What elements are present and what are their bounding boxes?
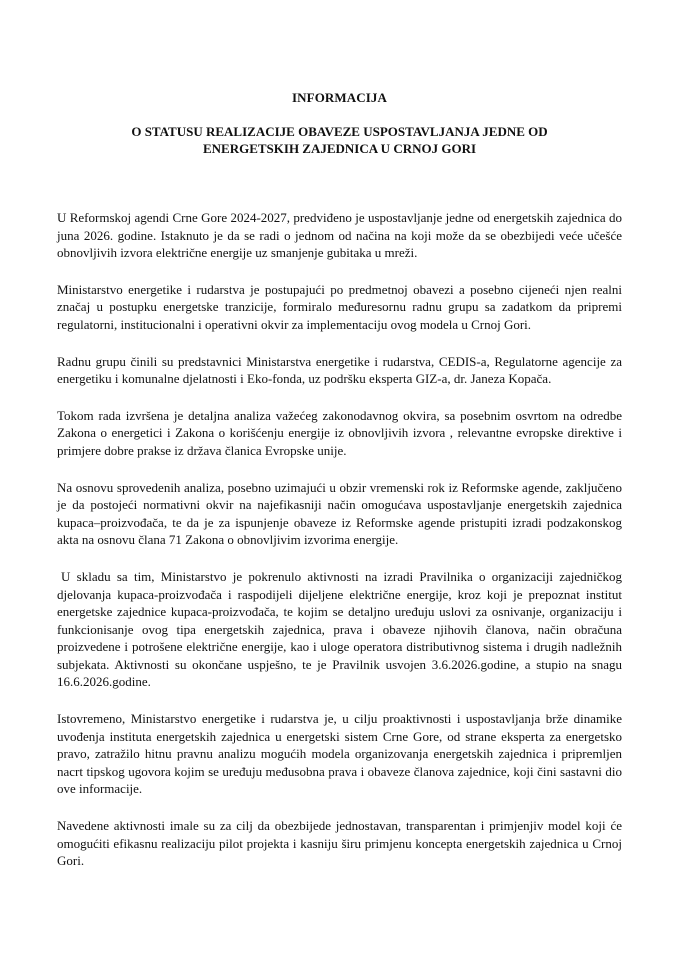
subtitle-line-2: ENERGETSKIH ZAJEDNICA U CRNOJ GORI [202, 141, 477, 156]
document-title: INFORMACIJA [292, 90, 387, 105]
paragraph-working-group-members: Radnu grupu činili su predstavnici Ministarstva energetike i rudarstva, CEDIS-a, Regulatorne agencije za energetiku i komunalne djelatnosti i Eko-fonda, uz podršku eksperta GIZ-a, dr. Janeza Kopača. [57, 353, 622, 387]
paragraph-reform-agenda: U Reformskoj agendi Crne Gore 2024-2027, predviđeno je uspostavljanje jedne od energetskih zajednica do juna 2026. godine. Istaknuto je da se radi o jednom od načina na koji može da se obezbijedi veće učešće obnovljivih izvora električne energije uz smanjenje gubitaka u mreži. [57, 210, 622, 261]
paragraph-goal: Navedene aktivnosti imale su za cilj da obezbijede jednostavan, transparentan i primjenjiv model koji će omogućiti efikasnu realizaciju pilot projekta i kasniju širu primjenu koncepta energetskih zajednica u Crnoj Gori. [57, 818, 622, 869]
subtitle-line-1: O STATUSU REALIZACIJE OBAVEZE USPOSTAVLJANJA JEDNE OD [131, 124, 548, 139]
document-subtitle [100, 123, 579, 157]
paragraph-working-group-formation: Ministarstvo energetike i rudarstva je postupajući po predmetnoj obavezi a posebno cijeneći njen realni značaj u postupku energetske tranzicije, formiralo međuresornu radnu grupu sa zadatkom da pripremi regulatorni, institucionalni i operativni okvir za implementaciju ovog modela u Crnoj Gori. [57, 281, 622, 332]
paragraph-conclusion: Na osnovu sprovedenih analiza, posebno uzimajući u obzir vremenski rok iz Reformske agende, zaključeno je da postojeći normativni okvir na najefikasniji način omogućava uspostavljanje energetskih zajednica kupaca–proizvođača, te da je za ispunjenje obaveze iz Reformske agende pristupiti izradi podzakonskog akta na osnovu člana 71 Zakona o obnovljivim izvorima energije. [57, 479, 622, 548]
paragraph-legal-analysis: Tokom rada izvršena je detaljna analiza važećeg zakonodavnog okvira, sa posebnim osvrtom na odredbe Zakona o energetici i Zakona o korišćenju energije iz obnovljivih izvora , relevantne evropske direktive i primjere dobre prakse iz država članica Evropske unije. [57, 407, 622, 458]
paragraph-rulebook: U skladu sa tim, Ministarstvo je pokrenulo aktivnosti na izradi Pravilnika o organizaciji zajedničkog djelovanja kupaca-proizvođača i raspodijeli dijeljene električne energije, kroz koji je prepoznat institut energetske zajednice kupaca-proizvođača, te kojim se detaljno uređuju uslovi za osnivanje, organizaciju i funkcionisanje ovog tipa energetskih zajednica, prava i obaveze njihovih članova, način obračuna proizvedene i potrošene električne energije, kao i uloge operatora distributivnog sistema i drugih nadležnih subjekata. Aktivnosti su okončane uspješno, te je Pravilnik usvojen 3.6.2026.godine, a stupio na snagu 16.6.2026.godine. [57, 568, 622, 690]
paragraph-legal-expert: Istovremeno, Ministarstvo energetike i rudarstva je, u cilju proaktivnosti i uspostavljanja brže dinamike uvođenja instituta energetskih zajednica u energetski sistem Crne Gore, od strane eksperta za energetsko pravo, zatražilo hitnu pravnu analizu mogućih modela organizovanja energetskih zajednica i pripremljen nacrt tipskog ugovora kojim se uređuju međusobna prava i obaveze članova zajednice, koji čini sastavni dio ove informacije. [57, 711, 622, 797]
document-body [57, 209, 622, 889]
